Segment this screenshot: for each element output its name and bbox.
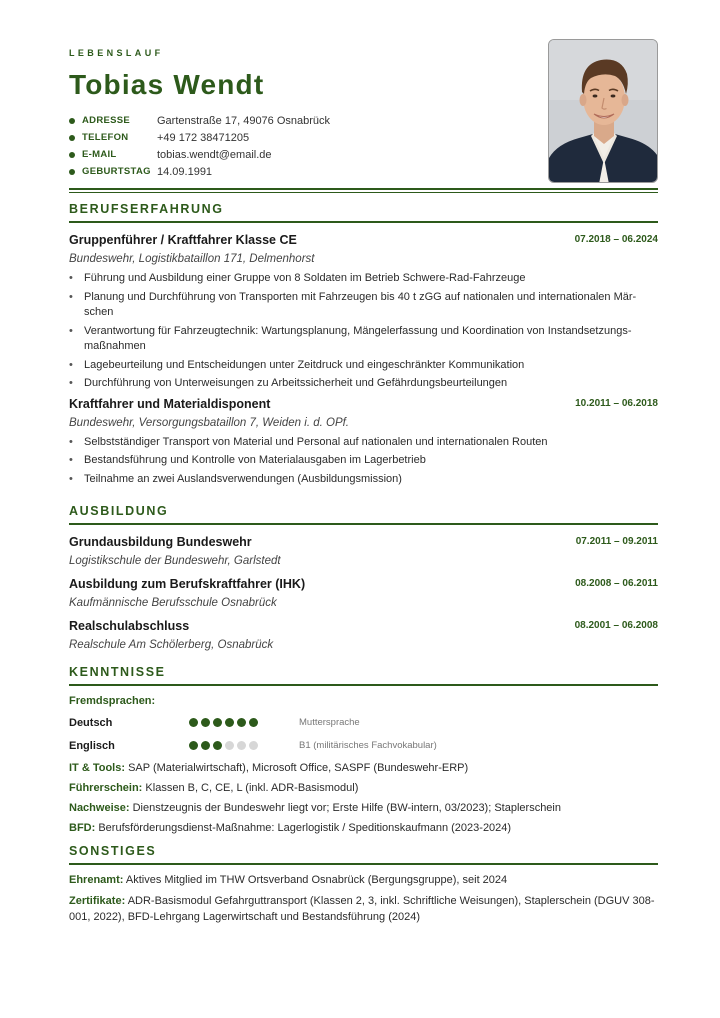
bullet-dot-icon [69,135,75,141]
contact-value: tobias.wendt@email.de [157,148,272,161]
level-dot-icon [225,741,234,750]
entry-bullets [69,271,658,392]
skill-it-tools: IT & Tools: SAP (Materialwirtschaft), Microsoft Office, SASPF (Bundeswehr-ERP) [69,762,469,774]
bullet-dot-icon [69,169,75,175]
header-divider [69,188,658,193]
level-dot-icon [213,718,222,727]
language-level-dots [189,741,299,750]
list-item: • Selbstständiger Transport von Material und Personal auf nationalen und internationalen Routen [69,435,658,451]
list-item: • Verantwortung für Fahrzeugtechnik: Wartungsplanung, Mängelerfassung und Koordination von Instandsetzungsmaßnahmen [69,324,658,355]
contact-phone [69,129,539,146]
entry-date: 07.2018 – 06.2024 [574,234,658,245]
contact-label: GEBURTSTAG [82,166,151,177]
entry-title: Ausbildung zum Berufskraftfahrer (IHK) [69,577,306,591]
languages-label: Fremdsprachen: [69,695,156,707]
language-level-text: Muttersprache [299,717,360,728]
contact-email [69,146,539,163]
misc-certificates: Zertifikate: ADR-Basismodul Gefahrguttransport (Klassen 2, 3, inkl. Schriftliche Weisungen), Staplerschein (DGUV 308-001, 2022), BFD-Lehrgang Lagerwirtschaft und Bestandsführung (2024) [69,895,655,923]
education-entry [69,535,658,567]
misc-volunteer: Ehrenamt: Aktives Mitglied im THW Ortsverband Osnabrück (Bergungsgruppe), seit 2024 [69,874,508,886]
contact-address [69,112,539,129]
level-dot-icon [237,718,246,727]
education-entry [69,577,658,609]
resume-header [69,48,539,180]
skill-bfd: BFD: Berufsförderungsdienst-Maßnahme: Lagerlogistik / Speditionskaufmann (2023-2024) [69,822,512,834]
level-dot-icon [201,718,210,727]
language-name: Deutsch [69,716,113,729]
entry-date: 07.2011 – 09.2011 [575,536,658,547]
level-dot-icon [213,741,222,750]
person-name: Tobias Wendt [69,69,265,100]
list-item: • Bestandsführung und Kontrolle von Materialausgaben im Lagerbetrieb [69,453,658,469]
experience-section [69,202,658,490]
document-eyebrow: LEBENSLAUF [69,48,164,58]
contact-list [69,112,539,180]
entry-organization: Logistikschule der Bundeswehr, Garlstedt [69,555,281,567]
contact-birthday [69,163,539,180]
section-title: BERUFSERFAHRUNG [69,202,658,223]
list-item: • Planung und Durchführung von Transporten mit Fahrzeugen bis 40 t zGG auf nationalen und internationalen Märschen [69,290,658,321]
contact-value: Gartenstraße 17, 49076 Osnabrück [157,114,331,127]
education-entry [69,619,658,651]
contact-value: 14.09.1991 [157,165,213,178]
contact-label: E-MAIL [82,149,117,160]
level-dot-icon [189,741,198,750]
entry-title: Kraftfahrer und Materialdisponent [69,396,271,411]
bullet-dot-icon [69,152,75,158]
level-dot-icon [249,741,258,750]
level-dot-icon [189,718,198,727]
skill-license: Führerschein: Klassen B, C, CE, L (inkl. ADR-Basismodul) [69,782,359,794]
skills-section [69,665,658,836]
experience-entry [69,233,658,392]
language-row [69,734,658,757]
portrait-illustration [549,40,658,183]
contact-label: ADRESSE [82,115,131,126]
list-item: • Durchführung von Unterweisungen zu Arbeitssicherheit und Gefährdungsbeurteilungen [69,376,658,392]
list-item: • Führung und Ausbildung einer Gruppe von 8 Soldaten im Betrieb Schwere-Rad-Fahrzeuge [69,271,658,287]
entry-title: Gruppenführer / Kraftfahrer Klasse CE [69,233,297,247]
entry-title: Grundausbildung Bundeswehr [69,535,252,549]
level-dot-icon [201,741,210,750]
bullet-dot-icon [69,118,75,124]
contact-value: +49 172 38471205 [157,131,250,144]
entry-title: Realschulabschluss [69,619,190,633]
misc-section [69,844,658,925]
skill-certificates: Nachweise: Dienstzeugnis der Bundeswehr liegt vor; Erste Hilfe (BW-intern, 03/2023); Staplerschein [69,802,561,814]
section-title: AUSBILDUNG [69,504,658,525]
entry-date: 08.2008 – 06.2011 [575,578,658,589]
language-row [69,711,658,734]
entry-organization: Realschule Am Schölerberg, Osnabrück [69,639,274,651]
entry-date: 10.2011 – 06.2018 [575,397,658,409]
entry-bullets [69,435,658,488]
entry-date: 08.2001 – 06.2008 [574,620,658,631]
education-section [69,504,658,651]
section-title: KENNTNISSE [69,665,658,686]
level-dot-icon [237,741,246,750]
level-dot-icon [249,718,258,727]
entry-organization: Bundeswehr, Versorgungsbataillon 7, Weiden i. d. OPf. [69,416,349,429]
list-item: • Lagebeurteilung und Entscheidungen unter Zeitdruck und eingeschränkter Kommunikation [69,358,658,374]
profile-photo [548,39,658,183]
list-item: • Teilnahme an zwei Auslandsverwendungen (Ausbildungsmission) [69,472,658,488]
entry-organization: Bundeswehr, Logistikbataillon 171, Delmenhorst [69,253,315,265]
language-level-text: B1 (militärisches Fachvokabular) [299,740,437,751]
language-name: Englisch [69,739,115,752]
level-dot-icon [225,718,234,727]
section-title: SONSTIGES [69,844,658,865]
language-level-dots [189,718,299,727]
experience-entry [69,397,658,488]
contact-label: TELEFON [82,132,129,143]
entry-organization: Kaufmännische Berufsschule Osnabrück [69,597,277,609]
